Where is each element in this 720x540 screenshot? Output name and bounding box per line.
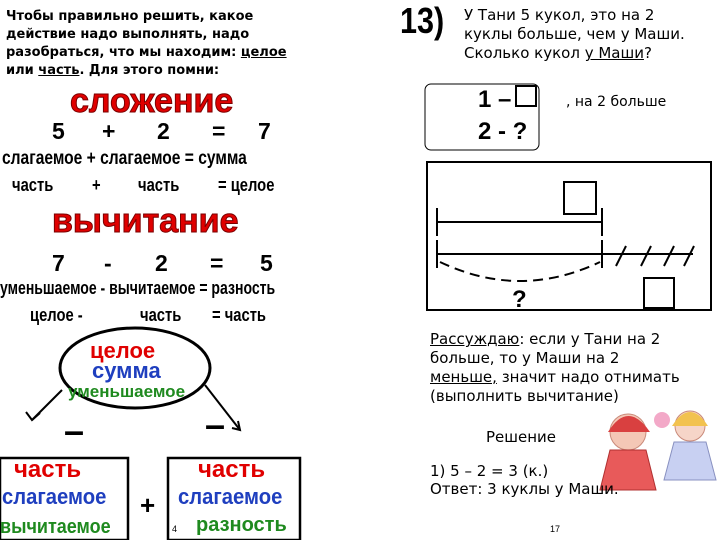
add-eq-eq: = bbox=[212, 118, 226, 144]
intro-line-4-a: или bbox=[6, 63, 39, 78]
add-part-2: часть bbox=[138, 175, 180, 195]
intro-line-3-a: разобраться, что мы находим: bbox=[6, 45, 241, 60]
problem-number: 13) bbox=[400, 0, 445, 41]
sub-eq-eq: = bbox=[210, 250, 224, 276]
right-box-addend: слагаемое bbox=[178, 484, 283, 509]
left-page-number: 4 bbox=[172, 524, 178, 534]
diagram-question: ? bbox=[512, 286, 527, 313]
intro-line-2: действие надо выполнять, надо bbox=[6, 27, 250, 42]
add-eq-b: 2 bbox=[157, 118, 170, 144]
add-eq-c: 7 bbox=[258, 118, 271, 144]
diagram-box-bottom bbox=[644, 278, 674, 308]
sub-part-3: = часть bbox=[212, 305, 267, 325]
add-part-1: часть bbox=[12, 175, 54, 195]
problem-line-3-c: ? bbox=[643, 44, 652, 62]
condition-box bbox=[516, 86, 536, 106]
left-box-part: часть bbox=[14, 456, 82, 483]
reasoning bbox=[430, 330, 720, 406]
left-box-addend: слагаемое bbox=[2, 484, 107, 509]
reasoning-line-3-b: значит надо отнимать bbox=[496, 368, 680, 386]
add-terms: слагаемое + слагаемое = сумма bbox=[2, 148, 247, 169]
right-box-part: часть bbox=[198, 456, 266, 483]
dolls-illustration bbox=[600, 411, 716, 490]
condition-1-note: , на 2 больше bbox=[566, 94, 667, 110]
add-part-op: + bbox=[92, 175, 101, 195]
diagram-frame bbox=[427, 162, 711, 310]
problem-line-3-b: у Маши bbox=[584, 44, 644, 62]
sub-eq-op: - bbox=[104, 250, 112, 276]
right-page-number: 17 bbox=[550, 524, 561, 534]
problem-line-2: куклы больше, чем у Маши. bbox=[464, 25, 685, 43]
sub-eq-c: 5 bbox=[260, 250, 273, 276]
sub-part-1: целое - bbox=[30, 305, 83, 325]
minus-right: – bbox=[205, 404, 226, 445]
reasoning-word: Рассуждаю bbox=[430, 330, 520, 348]
reasoning-line-3-a: меньше, bbox=[430, 368, 497, 386]
condition-1: 1 – bbox=[478, 86, 512, 113]
reasoning-line-1 bbox=[430, 330, 720, 349]
sub-eq-b: 2 bbox=[155, 250, 168, 276]
right-box-difference: разность bbox=[196, 514, 287, 536]
intro-word-part: часть bbox=[38, 63, 80, 78]
sub-eq-a: 7 bbox=[52, 250, 65, 276]
plus-sign: + bbox=[140, 490, 156, 520]
problem-line-1: У Тани 5 кукол, это на 2 bbox=[464, 6, 655, 24]
diagram-box-top bbox=[564, 182, 596, 214]
problem-line-3 bbox=[464, 44, 714, 63]
brace-dashed bbox=[440, 262, 600, 281]
addition-title: сложение bbox=[70, 82, 234, 120]
intro-line-4-c: . Для этого помни: bbox=[79, 63, 220, 78]
add-part-3: = целое bbox=[218, 175, 275, 195]
solution-line-1: 1) 5 – 2 = 3 (к.) bbox=[430, 462, 549, 480]
problem-text bbox=[464, 6, 714, 63]
oval-minuend: уменьшаемое bbox=[68, 382, 186, 401]
intro-line-1: Чтобы правильно решить, какое bbox=[6, 9, 254, 24]
intro-word-whole: целое bbox=[240, 45, 287, 60]
oval-sum: сумма bbox=[92, 358, 161, 383]
condition-2: 2 - ? bbox=[478, 118, 528, 145]
answer-line: Ответ: 3 куклы у Маши. bbox=[430, 480, 619, 498]
left-box-subtrahend: вычитаемое bbox=[0, 516, 111, 538]
minus-left: – bbox=[64, 410, 85, 451]
subtraction-title: вычитание bbox=[52, 202, 239, 240]
solution-title: Решение bbox=[486, 428, 557, 446]
reasoning-line-4: (выполнить вычитание) bbox=[430, 387, 619, 405]
reasoning-line-3 bbox=[430, 368, 720, 387]
add-eq-op: + bbox=[102, 118, 116, 144]
reasoning-line-2: больше, то у Маши на 2 bbox=[430, 349, 620, 367]
sub-terms: уменьшаемое - вычитаемое = разность bbox=[0, 278, 276, 298]
add-eq-a: 5 bbox=[52, 118, 65, 144]
problem-line-3-a: Сколько кукол bbox=[464, 44, 585, 62]
sub-part-2: часть bbox=[140, 305, 182, 325]
oval-whole: целое bbox=[90, 338, 156, 363]
reasoning-line-1-b: : если у Тани на 2 bbox=[519, 330, 661, 348]
